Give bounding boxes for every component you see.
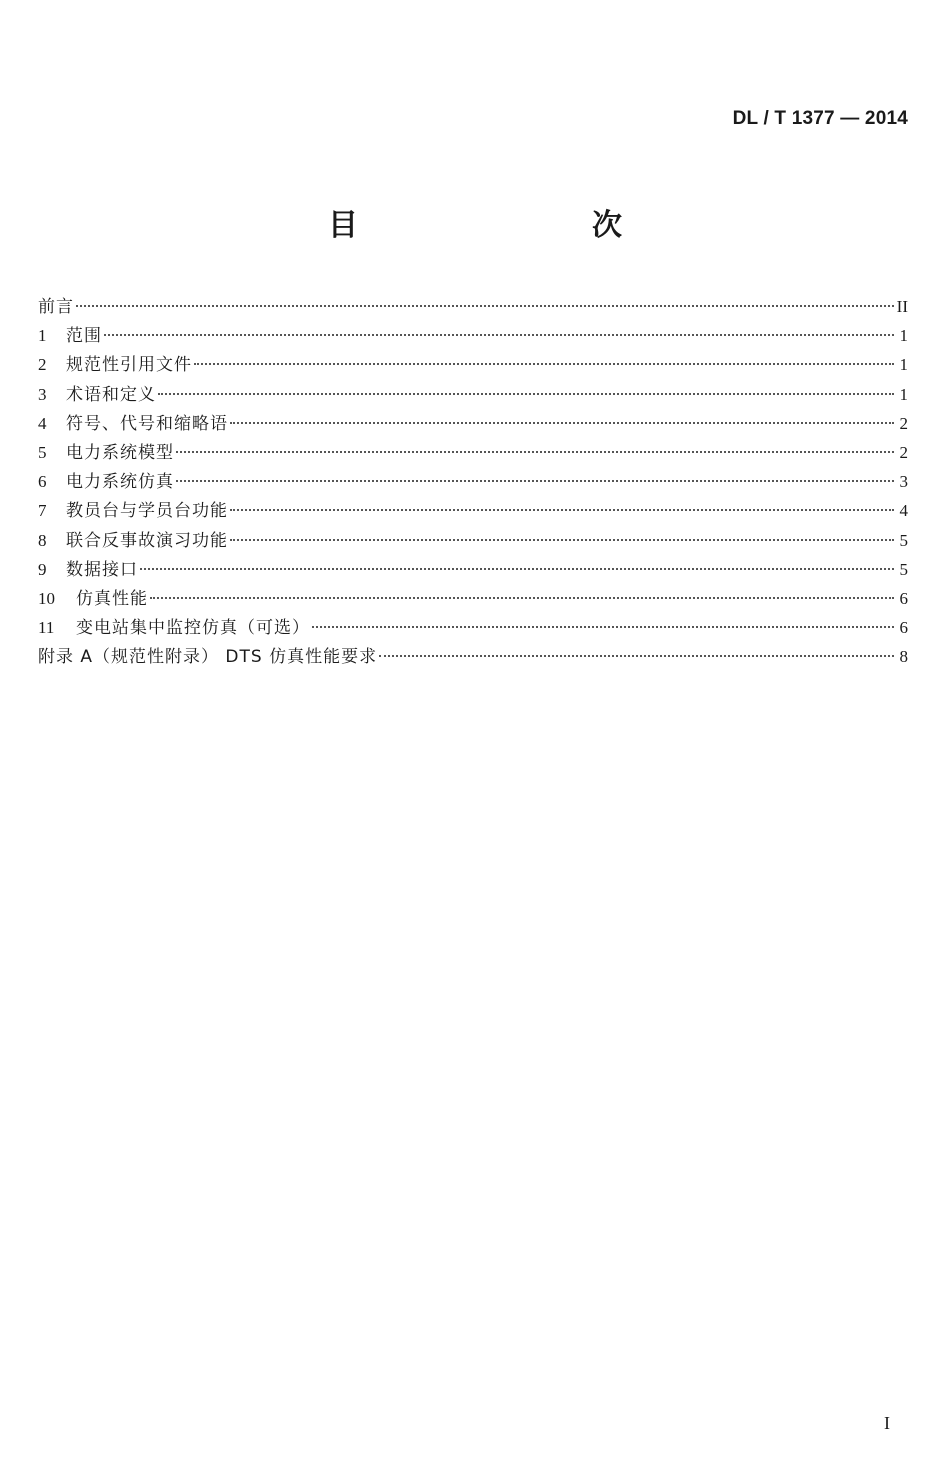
page-number: I — [884, 1413, 890, 1433]
toc-entry-10[interactable] — [38, 584, 908, 613]
toc-entry-label: 规范性引用文件 — [66, 355, 192, 376]
standard-code: DL / T 1377 — 2014 — [732, 108, 908, 129]
toc-entry-3[interactable] — [38, 380, 908, 409]
toc-page-number: II — [896, 297, 908, 316]
table-of-contents — [38, 292, 908, 671]
toc-entry-label: 附录 A（规范性附录） DTS 仿真性能要求 — [38, 647, 378, 668]
toc-leader-dots — [230, 509, 894, 511]
toc-leader-dots — [230, 422, 894, 424]
toc-entry-label: 电力系统仿真 — [66, 472, 174, 493]
toc-leader-dots — [150, 597, 894, 599]
toc-entry-1[interactable] — [38, 321, 908, 350]
toc-leader-dots — [230, 539, 894, 541]
toc-entry-label: 数据接口 — [66, 559, 138, 580]
toc-section-number: 2 — [38, 355, 47, 375]
toc-page-number: 6 — [899, 588, 908, 608]
toc-entry-4[interactable] — [38, 409, 908, 438]
toc-entry-appendix-a[interactable] — [38, 642, 908, 671]
toc-page-number: 5 — [899, 559, 908, 579]
toc-section-number: 3 — [38, 384, 47, 404]
toc-leader-dots — [76, 305, 894, 307]
toc-section-number: 6 — [38, 472, 47, 492]
toc-entry-label: 仿真性能 — [76, 588, 148, 609]
toc-page-number: 2 — [899, 413, 908, 433]
toc-entry-label: 教员台与学员台功能 — [66, 501, 228, 522]
toc-page-number: 6 — [899, 618, 908, 638]
toc-entry-9[interactable] — [38, 555, 908, 584]
toc-section-number: 5 — [38, 442, 47, 462]
toc-leader-dots — [104, 334, 894, 336]
toc-page-number: 1 — [899, 355, 908, 375]
toc-entry-8[interactable] — [38, 526, 908, 555]
toc-entry-label: 前言 — [38, 297, 74, 317]
toc-entry-label: 变电站集中监控仿真（可选） — [76, 618, 310, 639]
toc-leader-dots — [140, 568, 894, 570]
toc-entry-label: 术语和定义 — [66, 384, 156, 405]
toc-entry-label: 符号、代号和缩略语 — [66, 413, 228, 434]
toc-leader-dots — [176, 451, 894, 453]
toc-entry-6[interactable] — [38, 467, 908, 496]
toc-page-number: 4 — [899, 501, 908, 521]
toc-section-number: 9 — [38, 559, 47, 579]
toc-entry-label: 联合反事故演习功能 — [66, 530, 228, 551]
toc-entry-foreword[interactable] — [38, 292, 908, 321]
toc-section-number: 10 — [38, 588, 55, 608]
toc-entry-2[interactable] — [38, 350, 908, 379]
toc-page-number: 1 — [899, 384, 908, 404]
toc-section-number: 8 — [38, 530, 47, 550]
toc-page-number: 1 — [899, 326, 908, 346]
toc-page-number: 8 — [899, 647, 908, 667]
toc-page-number: 2 — [899, 442, 908, 462]
toc-section-number: 11 — [38, 618, 55, 638]
toc-section-number: 4 — [38, 413, 47, 433]
toc-leader-dots — [312, 626, 894, 628]
toc-leader-dots — [176, 480, 894, 482]
toc-section-number: 1 — [38, 326, 47, 346]
toc-leader-dots — [194, 363, 894, 365]
toc-entry-label: 电力系统模型 — [66, 442, 174, 463]
toc-leader-dots — [379, 655, 894, 657]
toc-entry-7[interactable] — [38, 496, 908, 525]
toc-leader-dots — [158, 393, 894, 395]
page-title: 目 次 — [328, 208, 680, 243]
toc-entry-11[interactable] — [38, 613, 908, 642]
toc-page-number: 5 — [899, 530, 908, 550]
toc-entry-5[interactable] — [38, 438, 908, 467]
toc-page-number: 3 — [899, 472, 908, 492]
toc-entry-label: 范围 — [66, 326, 102, 347]
toc-section-number: 7 — [38, 501, 47, 521]
